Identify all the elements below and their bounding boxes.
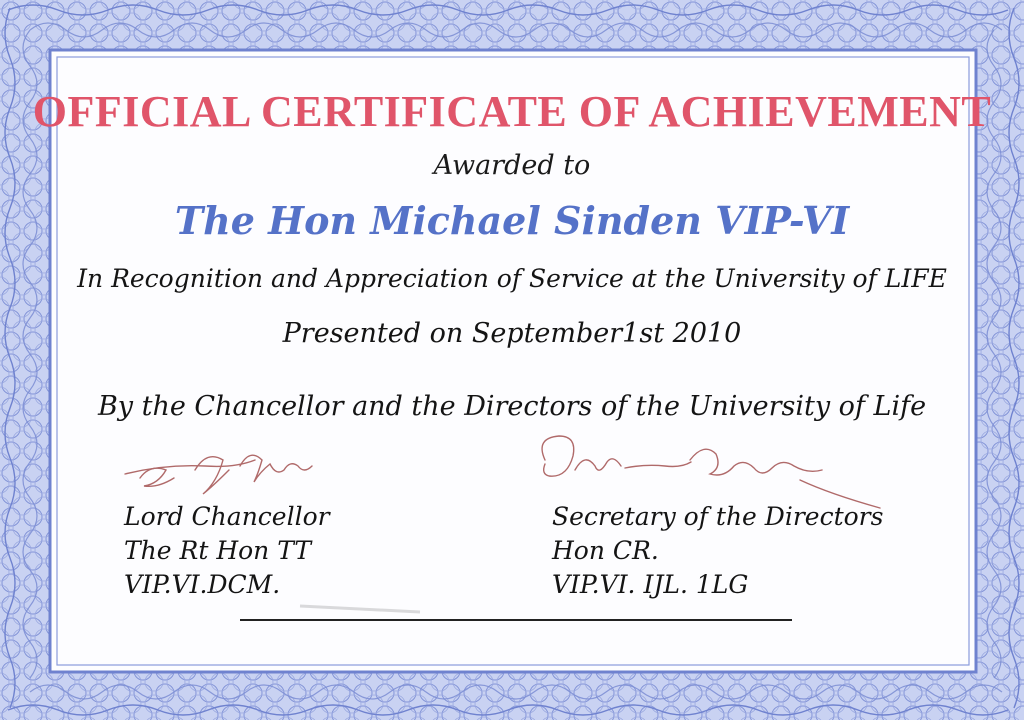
secretary-signature <box>542 436 880 508</box>
secretary-title: Secretary of the Directors <box>552 502 884 531</box>
issuer-byline: By the Chancellor and the Directors of the University of Life <box>97 391 927 422</box>
chancellor-signature <box>125 455 312 494</box>
secretary-name: Hon CR. <box>552 536 659 565</box>
awarded-to-label: Awarded to <box>433 150 591 181</box>
certificate-title: OFFICIAL CERTIFICATE OF ACHIEVEMENT <box>32 87 992 136</box>
secretary-block <box>552 500 883 602</box>
chancellor-block <box>124 500 330 602</box>
chancellor-honours: VIP.VI.DCM. <box>124 570 281 599</box>
chancellor-name: The Rt Hon TT <box>124 536 312 565</box>
presentation-date: Presented on September1st 2010 <box>282 318 742 349</box>
recipient-name: The Hon Michael Sinden VIP-VI <box>174 198 850 243</box>
secretary-honours: VIP.VI. IJL. 1LG <box>552 570 749 599</box>
recognition-statement: In Recognition and Appreciation of Service at the University of LIFE <box>77 264 947 293</box>
chancellor-title: Lord Chancellor <box>124 502 330 531</box>
